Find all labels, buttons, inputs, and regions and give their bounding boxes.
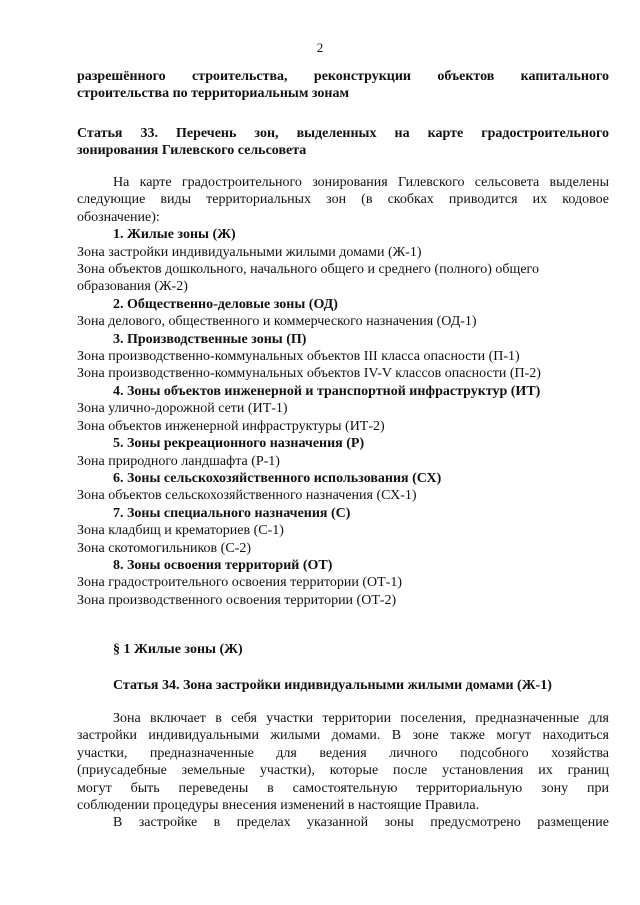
zone-item: Зона градостроительного освоения территории (ОТ-1)	[77, 575, 403, 591]
heading-line: строительства по территориальным зонам	[77, 86, 350, 102]
paragraph-line: Зона включает в себя участки территории поселения, предназначенные для	[113, 711, 609, 726]
intro-paragraph	[77, 174, 609, 226]
zone-heading: 8. Зоны освоения территорий (ОТ)	[113, 557, 333, 573]
zone-item: Зона объектов сельскохозяйственного назначения (СХ-1)	[77, 488, 417, 504]
zone-item: Зона производственно-коммунальных объектов III класса опасности (П-1)	[77, 349, 520, 365]
zone-heading: 3. Производственные зоны (П)	[113, 331, 307, 347]
zone-heading: 5. Зоны рекреационного назначения (Р)	[113, 436, 365, 452]
zone-item: Зона делового, общественного и коммерческого назначения (ОД-1)	[77, 314, 477, 330]
article-34-paragraph	[77, 710, 609, 832]
article-heading-line: Статья 33. Перечень зон, выделенных на карте градостроительного	[77, 126, 609, 141]
zone-heading: 2. Общественно-деловые зоны (ОД)	[113, 296, 338, 312]
zone-item: образования (Ж-2)	[77, 279, 188, 295]
heading-line: разрешённого строительства, реконструкции объектов капитального	[77, 69, 609, 84]
zone-item: Зона производственного освоения территории (ОТ-2)	[77, 592, 397, 608]
zone-item: Зона производственно-коммунальных объектов IV-V классов опасности (П-2)	[77, 366, 541, 382]
zone-heading: 7. Зоны специального назначения (С)	[113, 505, 351, 521]
article-34-heading: Статья 34. Зона застройки индивидуальными жилыми домами (Ж-1)	[113, 678, 552, 693]
zone-item: Зона кладбищ и крематориев (С-1)	[77, 523, 284, 539]
zone-item: Зона скотомогильников (С-2)	[77, 540, 251, 556]
paragraph-line: В застройке в пределах указанной зоны предусмотрено размещение	[113, 815, 609, 831]
intro-line: На карте градостроительного зонирования Гилевского сельсовета выделены	[113, 175, 609, 190]
zone-item: Зона застройки индивидуальными жилыми домами (Ж-1)	[77, 244, 422, 260]
paragraph-line: участки, предназначенные для ведения личного подсобного хозяйства	[77, 745, 609, 761]
article-33-heading	[77, 125, 609, 160]
zone-item: Зона природного ландшафта (Р-1)	[77, 453, 280, 469]
zones-block	[77, 174, 609, 609]
section-1-heading: § 1 Жилые зоны (Ж)	[113, 642, 243, 657]
zone-heading: 1. Жилые зоны (Ж)	[113, 227, 236, 243]
heading-continuation	[77, 68, 609, 103]
intro-line: обозначение):	[77, 209, 160, 225]
zone-heading: 6. Зоны сельскохозяйственного использования (СХ)	[113, 470, 442, 486]
paragraph-line: соблюдении процедуры внесения изменений в настоящие Правила.	[77, 798, 480, 814]
zone-item: Зона улично-дорожной сети (ИТ-1)	[77, 401, 288, 417]
paragraph-line: застройки индивидуальными жилыми домами. В зоне также могут находиться	[77, 728, 609, 744]
zone-item: Зона объектов дошкольного, начального общего и среднего (полного) общего	[77, 262, 539, 278]
page-number: 2	[316, 40, 324, 55]
zone-heading: 4. Зоны объектов инженерной и транспортной инфраструктур (ИТ)	[113, 383, 541, 399]
paragraph-line: (приусадебные земельные участки), которые после установления их границ	[77, 763, 609, 779]
paragraph-line: могут быть переведены в самостоятельную территориальную зону при	[77, 780, 609, 796]
zone-item: Зона объектов инженерной инфраструктуры (ИТ-2)	[77, 418, 385, 434]
intro-line: следующие виды территориальных зон (в скобках приводится их кодовое	[77, 192, 609, 208]
article-heading-line: зонирования Гилевского сельсовета	[77, 143, 307, 159]
